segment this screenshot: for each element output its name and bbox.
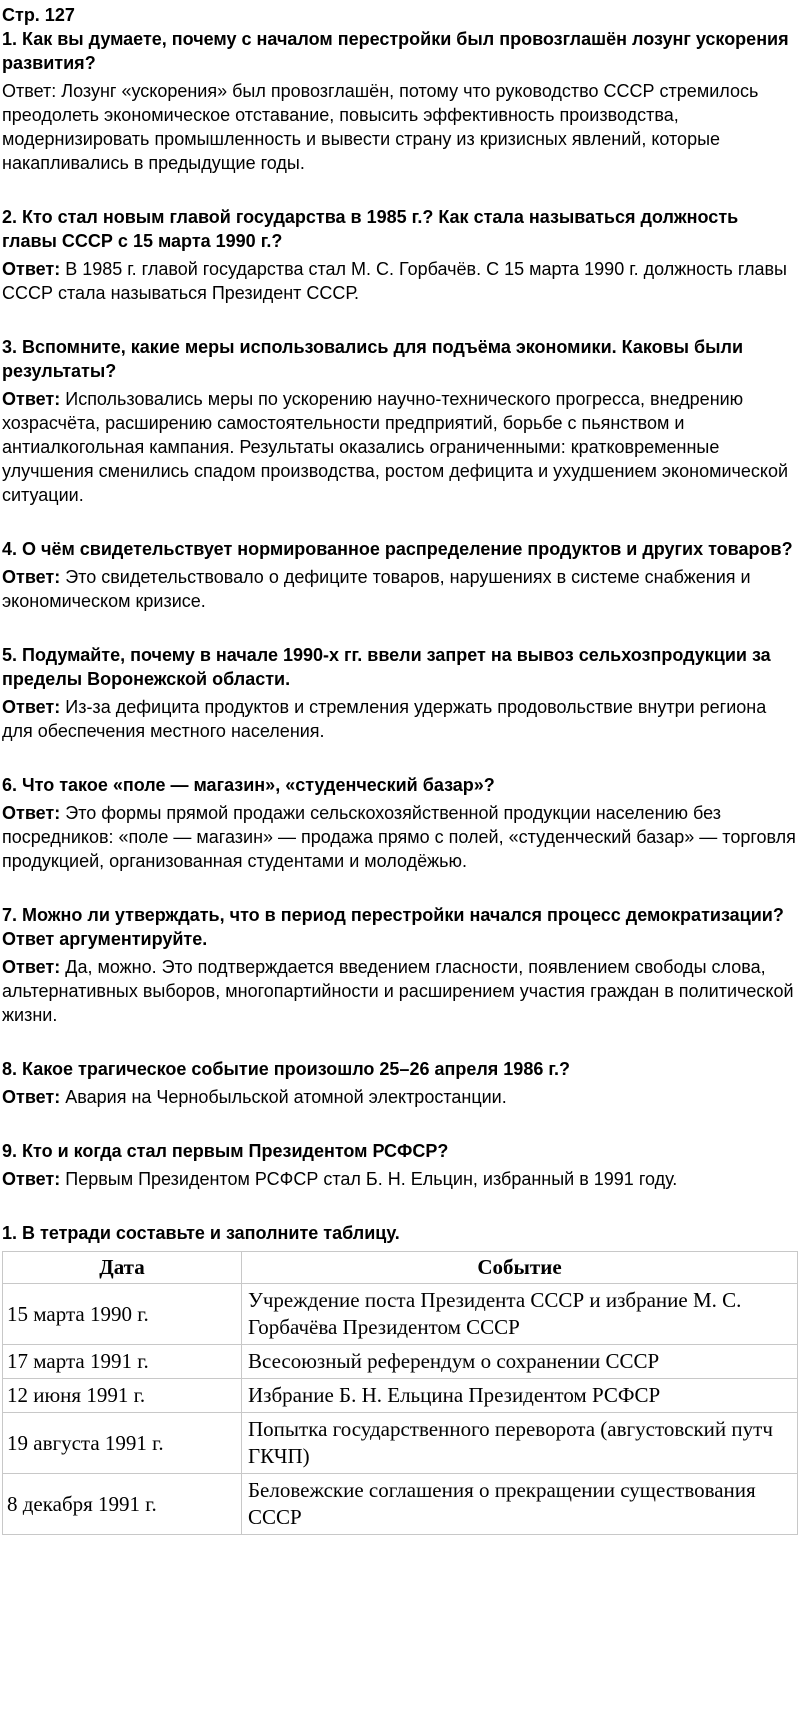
table-row [3,1413,798,1474]
row-event: Избрание Б. Н. Ельцина Президентом РСФСР [242,1379,798,1413]
question-4: 4. О чём свидетельствует нормированное распределение продуктов и других товаров? [2,539,793,559]
answer-label: Ответ: [2,803,61,823]
answer-label: Ответ: [2,567,61,587]
answer-label: Ответ: [2,697,61,717]
answer-4 [2,565,798,613]
qa-item-2 [2,205,798,305]
row-event: Попытка государственного переворота (августовский путч ГКЧП) [242,1413,798,1474]
question-8: 8. Какое трагическое событие произошло 25–26 апреля 1986 г.? [2,1059,571,1079]
row-date: 8 декабря 1991 г. [3,1474,242,1535]
table-row [3,1474,798,1535]
row-event: Всесоюзный референдум о сохранении СССР [242,1345,798,1379]
answer-6 [2,801,798,873]
answer-3 [2,387,798,507]
row-event: Учреждение поста Президента СССР и избрание М. С. Горбачёва Президентом СССР [242,1284,798,1345]
table-header-row [3,1252,798,1284]
table-row [3,1379,798,1413]
header-date: Дата [3,1252,242,1284]
answer-7 [2,955,798,1027]
question-2: 2. Кто стал новым главой государства в 1985 г.? Как стала называться должность главы СССР с 15 марта 1990 г.? [2,207,739,251]
table-task: 1. В тетради составьте и заполните таблицу. [2,1223,400,1243]
row-date: 15 марта 1990 г. [3,1284,242,1345]
page-label: Стр. 127 [2,5,75,25]
answer-label: Ответ: [2,1169,61,1189]
qa-item-1 [2,27,798,175]
events-table [2,1251,798,1535]
question-7: 7. Можно ли утверждать, что в период перестройки начался процесс демократизации? Ответ аргументируйте. [2,905,784,949]
answer-6-text: Это формы прямой продажи сельскохозяйственной продукции населению без посредников: «поле — магазин» — продажа прямо с полей, «студенческий базар» — торговля продукцией, организованная студентами и молодёжью. [2,803,796,871]
answer-7-text: Да, можно. Это подтверждается введением гласности, появлением свободы слова, альтернативных выборов, многопартийности и расширением участия граждан в политической жизни. [2,957,794,1025]
answer-label-plain: Ответ: [2,81,62,101]
qa-item-6 [2,773,798,873]
answer-label: Ответ: [2,259,61,279]
qa-item-7 [2,903,798,1027]
answer-5 [2,695,798,743]
table-row [3,1345,798,1379]
answer-4-text: Это свидетельствовало о дефиците товаров, нарушениях в системе снабжения и экономическом кризисе. [2,567,751,611]
answer-1-text: Лозунг «ускорения» был провозглашён, потому что руководство СССР стремилось преодолеть экономическое отставание, повысить эффективность производства, модернизировать промышленность и вывести страну из кризисных явлений, которые накапливались в предыдущие годы. [2,81,759,173]
qa-item-3 [2,335,798,507]
answer-5-text: Из-за дефицита продуктов и стремления удержать продовольствие внутри региона для обеспечения местного населения. [2,697,767,741]
answer-label: Ответ: [2,1087,61,1107]
question-6: 6. Что такое «поле — магазин», «студенческий базар»? [2,775,495,795]
answer-1 [2,79,798,175]
qa-item-8 [2,1057,798,1109]
answer-8-text: Авария на Чернобыльской атомной электростанции. [65,1087,507,1107]
answer-label: Ответ: [2,389,61,409]
row-date: 12 июня 1991 г. [3,1379,242,1413]
answer-3-text: Использовались меры по ускорению научно-технического прогресса, внедрению хозрасчёта, расширению самостоятельности предприятий, борьбе с пьянством и антиалкогольная кампания. Результаты оказались ограниченными: кратковременные улучшения сменились спадом производства, ростом дефицита и ухудшением экономической ситуации. [2,389,789,505]
question-5: 5. Подумайте, почему в начале 1990-х гг. ввели запрет на вывоз сельхозпродукции за пределы Воронежской области. [2,645,771,689]
qa-item-4 [2,537,798,613]
row-event: Беловежские соглашения о прекращении существования СССР [242,1474,798,1535]
answer-label: Ответ: [2,957,61,977]
table-row [3,1284,798,1345]
row-date: 19 августа 1991 г. [3,1413,242,1474]
answer-2-text: В 1985 г. главой государства стал М. С. Горбачёв. С 15 марта 1990 г. должность главы СССР стала называться Президент СССР. [2,259,787,303]
question-3: 3. Вспомните, какие меры использовались для подъёма экономики. Каковы были результаты? [2,337,744,381]
question-9: 9. Кто и когда стал первым Президентом РСФСР? [2,1141,449,1161]
answer-2 [2,257,798,305]
row-date: 17 марта 1991 г. [3,1345,242,1379]
answer-9-text: Первым Президентом РСФСР стал Б. Н. Ельцин, избранный в 1991 году. [65,1169,678,1189]
answer-9 [2,1167,798,1191]
answer-8 [2,1085,798,1109]
qa-item-9 [2,1139,798,1191]
header-event: Событие [242,1252,798,1284]
qa-item-5 [2,643,798,743]
question-1: 1. Как вы думаете, почему с началом перестройки был провозглашён лозунг ускорения развития? [2,29,789,73]
